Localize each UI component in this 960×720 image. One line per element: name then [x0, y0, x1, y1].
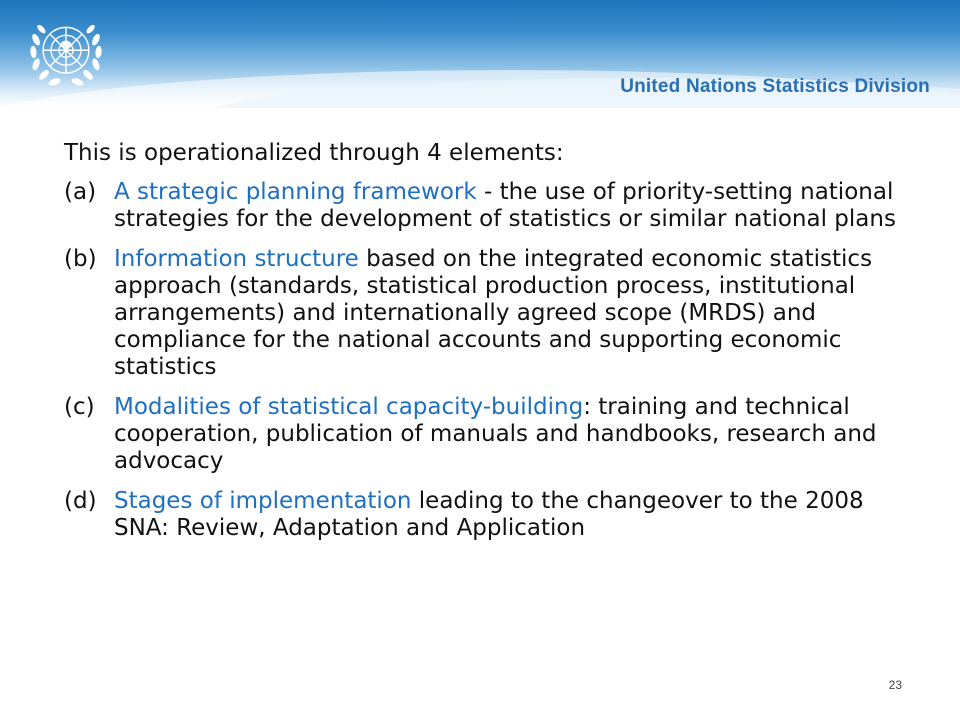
intro-text: This is operationalized through 4 elements: — [64, 140, 564, 166]
division-name: United Nations Statistics Division — [620, 76, 930, 97]
list-item-c — [64, 394, 924, 475]
item-highlight: Modalities of statistical capacity-building — [114, 394, 584, 420]
item-marker: (d) — [64, 488, 97, 514]
list-item-a — [64, 179, 924, 233]
page-number: 23 — [888, 678, 902, 692]
un-emblem-icon — [22, 8, 110, 96]
item-highlight: Information structure — [114, 246, 359, 272]
slide-header — [0, 0, 960, 108]
slide-body — [64, 140, 924, 555]
item-body: based on the integrated economic statistics approach (standards, statistical production process, institutional arrangements) and internationally agreed scope (MRDS) and compliance for the national accounts and supporting economic statistics — [114, 246, 873, 380]
item-marker: (c) — [64, 394, 95, 420]
item-highlight: A strategic planning framework — [114, 179, 477, 205]
list-item-b — [64, 246, 924, 381]
item-body: - the use of priority-setting national strategies for the development of statistics or similar national plans — [114, 179, 896, 232]
item-marker: (b) — [64, 246, 97, 272]
item-body: leading to the changeover to the 2008 SNA: Review, Adaptation and Application — [114, 488, 864, 541]
item-body: : training and technical cooperation, publication of manuals and handbooks, research and advocacy — [114, 394, 877, 474]
list-item-d — [64, 488, 924, 542]
item-text — [114, 246, 924, 381]
item-marker: (a) — [64, 179, 97, 205]
item-text — [114, 488, 924, 542]
item-text — [114, 394, 924, 475]
item-highlight: Stages of implementation — [114, 488, 412, 514]
item-text — [114, 179, 924, 233]
